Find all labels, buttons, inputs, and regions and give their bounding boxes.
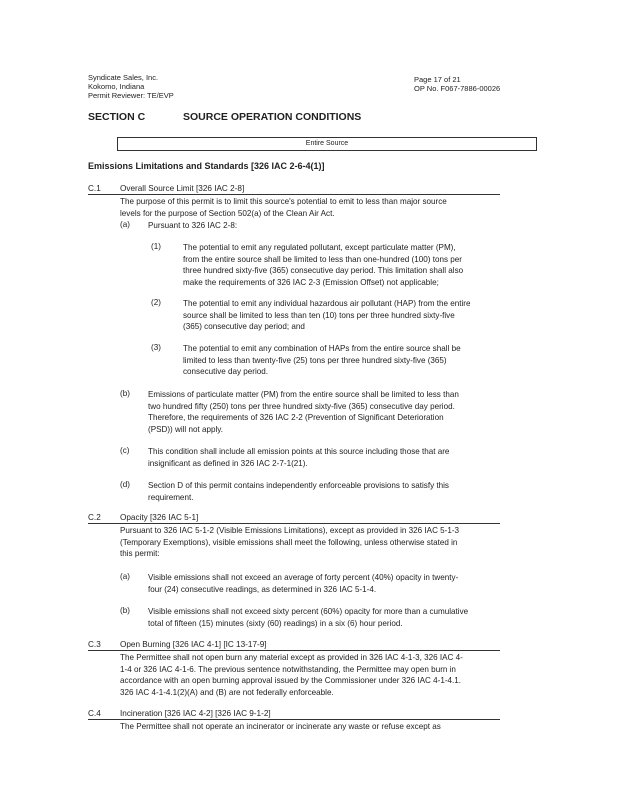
c2-rule	[88, 523, 500, 524]
scope-box	[117, 137, 537, 151]
c1-d-line: requirement.	[148, 492, 194, 502]
c1-d-line: Section D of this permit contains independently enforceable provisions to satisfy this	[148, 481, 449, 490]
c3-line: 326 IAC 4-1-4.1(2)(A) and (B) are not federally enforceable.	[120, 688, 334, 698]
c1-a3-label: (3)	[151, 343, 161, 352]
c1-a2-label: (2)	[151, 298, 161, 307]
c2-a-line: four (24) consecutive readings, as determined in 326 IAC 5-1-4.	[148, 584, 377, 594]
c4-title: Incineration [326 IAC 4-2] [326 IAC 9-1-2]	[120, 709, 271, 718]
c1-b-line: Emissions of particulate matter (PM) from the entire source shall be limited to less than	[148, 390, 459, 399]
c2-b-line: Visible emissions shall not exceed sixty percent (60%) opacity for more than a cumulative	[148, 607, 469, 616]
section-label: SECTION C	[88, 111, 146, 123]
c3-rule	[88, 650, 500, 651]
header-reviewer: Permit Reviewer: TE/EVP	[88, 91, 174, 100]
header-page-number: Page 17 of 21	[414, 75, 461, 84]
c1-a2-line: (365) consecutive day period; and	[183, 322, 305, 332]
c4-number: C.4	[88, 709, 101, 718]
c2-b-line: total of fifteen (15) minutes (sixty (60) readings) in a six (6) hour period.	[148, 618, 403, 628]
scope-box-text: Entire Source	[305, 140, 349, 147]
c1-c-line: This condition shall include all emission points at this source including those that are	[148, 447, 450, 456]
c1-c-label: (c)	[120, 446, 130, 455]
c1-d-label: (d)	[120, 480, 130, 489]
c1-a1-line: from the entire source shall be limited to less than one-hundred (100) tons per	[183, 254, 462, 264]
c2-a-text	[148, 572, 458, 595]
c1-a3-line: consecutive day period.	[183, 367, 269, 377]
c2-intro-line: Pursuant to 326 IAC 5-1-2 (Visible Emissions Limitations), except as provided in 326 IAC 5-1-3	[120, 526, 460, 535]
header-permit-number: OP No. F067-7886-00026	[414, 84, 501, 93]
c1-a1-label: (1)	[151, 242, 161, 251]
c1-b-text	[148, 389, 459, 436]
c3-line: 1-4 or 326 IAC 4-1-6. The previous sentence notwithstanding, the Permittee may open burn in	[120, 664, 456, 674]
c4-text	[120, 721, 441, 733]
c1-intro-line: The purpose of this permit is to limit this source's potential to emit to less than major source	[120, 197, 447, 206]
c4-line: The Permittee shall not operate an incinerator or incinerate any waste or refuse except as	[120, 722, 441, 731]
header-right	[414, 75, 500, 93]
c2-intro-line: (Temporary Exemptions), visible emissions shall meet the following, unless otherwise stated in	[120, 537, 458, 547]
c2-b-label: (b)	[120, 606, 130, 615]
c2-title: Opacity [326 IAC 5-1]	[120, 513, 199, 522]
c1-title: Overall Source Limit [326 IAC 2-8]	[120, 184, 245, 193]
c2-a-line: Visible emissions shall not exceed an average of forty percent (40%) opacity in twenty-	[148, 573, 459, 582]
c1-a1-text	[183, 242, 463, 289]
c3-text	[120, 652, 463, 699]
c4-rule	[88, 719, 500, 720]
c1-b-label: (b)	[120, 389, 130, 398]
c3-line: The Permittee shall not open burn any material except as provided in 326 IAC 4-1-3, 326 IAC 4-	[120, 653, 463, 662]
c1-a2-line: source shall be limited to less than ten (10) tons per three hundred sixty-five	[183, 310, 455, 320]
section-title: SOURCE OPERATION CONDITIONS	[183, 111, 362, 123]
header-location: Kokomo, Indiana	[88, 82, 145, 91]
c1-b-line: two hundred fifty (250) tons per three hundred sixty-five (365) consecutive day period.	[148, 401, 455, 411]
c1-c-text	[148, 446, 449, 469]
c1-intro	[120, 196, 447, 219]
c1-a1-line: make the requirements of 326 IAC 2-3 (Emission Offset) not applicable;	[183, 278, 439, 288]
header-left	[88, 73, 174, 100]
c2-a-label: (a)	[120, 572, 130, 581]
c3-line: accordance with an open burning approval issued by the Commissioner under 326 IAC 4-1-4.1.	[120, 676, 462, 686]
c1-b-line: Therefore, the requirements of 326 IAC 2-2 (Prevention of Significant Deterioration	[148, 413, 444, 423]
c1-a3-line: The potential to emit any combination of HAPs from the entire source shall be	[183, 344, 461, 353]
c1-a1-line: The potential to emit any regulated pollutant, except particulate matter (PM),	[183, 243, 456, 252]
c3-number: C.3	[88, 640, 101, 649]
c1-a3-text	[183, 343, 461, 378]
c1-intro-line: levels for the purpose of Section 502(a) of the Clean Air Act.	[120, 208, 335, 218]
c1-a3-line: limited to less than twenty-five (25) tons per three hundred sixty-five (365)	[183, 355, 447, 365]
c1-d-text	[148, 480, 449, 503]
c1-number: C.1	[88, 184, 101, 193]
c2-intro	[120, 525, 459, 560]
c1-a2-line: The potential to emit any individual hazardous air pollutant (HAP) from the entire	[183, 299, 471, 308]
c1-rule	[88, 194, 500, 195]
header-company: Syndicate Sales, Inc.	[88, 73, 159, 82]
c2-b-text	[148, 606, 468, 629]
c3-title: Open Burning [326 IAC 4-1] [IC 13-17-9]	[120, 640, 267, 649]
c1-a2-text	[183, 298, 470, 333]
c1-a-label: (a)	[120, 220, 130, 229]
c1-b-line: (PSD)) will not apply.	[148, 425, 223, 435]
c1-a-text: Pursuant to 326 IAC 2-8:	[148, 221, 238, 230]
c2-intro-line: this permit:	[120, 549, 160, 559]
subheading: Emissions Limitations and Standards [326 IAC 2-6-4(1)]	[88, 161, 325, 171]
c1-c-line: insignificant as defined in 326 IAC 2-7-1(21).	[148, 458, 308, 468]
c2-number: C.2	[88, 513, 101, 522]
c1-a1-line: three hundred sixty-five (365) consecutive day period. This limitation shall also	[183, 266, 464, 276]
